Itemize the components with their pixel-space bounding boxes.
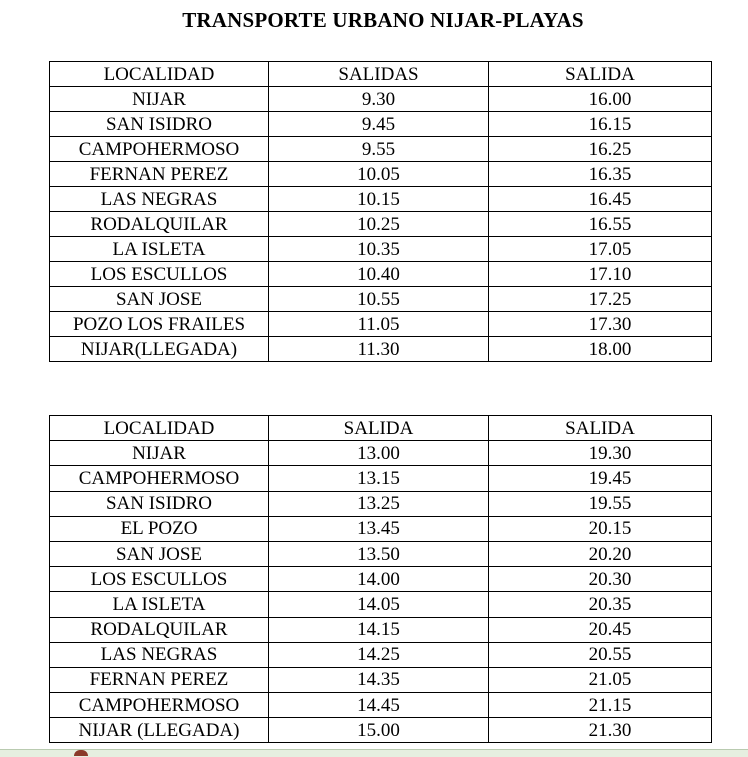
table-row [50,187,712,212]
cell-time-2: 21.05 [489,667,712,692]
cell-time-2: 16.15 [489,112,712,137]
cell-localidad: CAMPOHERMOSO [50,137,269,162]
table-row [50,693,712,718]
cell-time-1: 13.15 [269,466,489,491]
cell-localidad: NIJAR [50,441,269,466]
cell-localidad: FERNAN PEREZ [50,667,269,692]
cell-time-1: 13.25 [269,491,489,516]
cell-time-2: 20.35 [489,592,712,617]
table-header-row [50,416,712,441]
cell-time-1: 13.45 [269,516,489,541]
cell-time-2: 19.30 [489,441,712,466]
cell-time-2: 20.15 [489,516,712,541]
cell-time-1: 13.50 [269,541,489,566]
cell-time-1: 10.55 [269,287,489,312]
table-row [50,287,712,312]
table-row [50,491,712,516]
cell-time-1: 14.00 [269,567,489,592]
column-header-localidad: LOCALIDAD [50,416,269,441]
cell-time-2: 21.15 [489,693,712,718]
cell-time-1: 14.15 [269,617,489,642]
schedule-table-morning-afternoon [49,61,712,362]
table-row [50,337,712,362]
table-row [50,642,712,667]
cell-localidad: FERNAN PEREZ [50,162,269,187]
column-header-salida-1: SALIDA [269,416,489,441]
table-row [50,312,712,337]
table-row [50,262,712,287]
cell-localidad: SAN ISIDRO [50,112,269,137]
cell-time-1: 11.30 [269,337,489,362]
cell-time-1: 15.00 [269,718,489,743]
cell-time-2: 21.30 [489,718,712,743]
cell-localidad: POZO LOS FRAILES [50,312,269,337]
column-header-salida: SALIDA [489,62,712,87]
table-row [50,516,712,541]
table-row [50,441,712,466]
table-row [50,617,712,642]
cell-time-2: 16.55 [489,212,712,237]
cell-time-1: 13.00 [269,441,489,466]
table-row [50,212,712,237]
column-header-localidad: LOCALIDAD [50,62,269,87]
cell-time-1: 10.35 [269,237,489,262]
cell-time-1: 14.25 [269,642,489,667]
table-row [50,592,712,617]
cell-time-1: 14.35 [269,667,489,692]
cell-localidad: LA ISLETA [50,237,269,262]
cell-localidad: NIJAR(LLEGADA) [50,337,269,362]
cell-time-2: 16.35 [489,162,712,187]
cell-time-1: 9.45 [269,112,489,137]
cell-time-2: 16.00 [489,87,712,112]
cell-localidad: CAMPOHERMOSO [50,466,269,491]
cell-time-2: 20.20 [489,541,712,566]
cell-time-1: 9.55 [269,137,489,162]
schedule-table-afternoon-evening [49,415,712,743]
cell-time-1: 11.05 [269,312,489,337]
table-header-row [50,62,712,87]
table-row [50,541,712,566]
cell-time-1: 14.45 [269,693,489,718]
cell-time-2: 16.25 [489,137,712,162]
cell-localidad: EL POZO [50,516,269,541]
table-row [50,466,712,491]
cell-time-1: 10.15 [269,187,489,212]
cell-time-1: 10.40 [269,262,489,287]
cell-localidad: CAMPOHERMOSO [50,693,269,718]
cell-localidad: RODALQUILAR [50,212,269,237]
cell-localidad: LA ISLETA [50,592,269,617]
table-row [50,87,712,112]
cell-time-1: 14.05 [269,592,489,617]
cell-localidad: NIJAR (LLEGADA) [50,718,269,743]
cell-time-2: 20.45 [489,617,712,642]
cell-time-2: 16.45 [489,187,712,212]
column-header-salida-2: SALIDA [489,416,712,441]
cell-time-1: 10.25 [269,212,489,237]
cell-time-2: 17.05 [489,237,712,262]
column-header-salidas: SALIDAS [269,62,489,87]
cell-localidad: LOS ESCULLOS [50,567,269,592]
table-row [50,112,712,137]
cell-time-2: 20.30 [489,567,712,592]
cell-time-2: 17.10 [489,262,712,287]
page-title: TRANSPORTE URBANO NIJAR-PLAYAS [182,8,584,32]
cell-time-2: 17.25 [489,287,712,312]
cell-localidad: LOS ESCULLOS [50,262,269,287]
cell-time-2: 18.00 [489,337,712,362]
cell-localidad: RODALQUILAR [50,617,269,642]
cell-time-2: 19.55 [489,491,712,516]
cell-localidad: LAS NEGRAS [50,642,269,667]
cell-localidad: NIJAR [50,87,269,112]
cell-time-2: 17.30 [489,312,712,337]
cell-time-2: 20.55 [489,642,712,667]
table-row [50,718,712,743]
table-row [50,137,712,162]
table-row [50,237,712,262]
cell-time-2: 19.45 [489,466,712,491]
table-row [50,667,712,692]
cell-localidad: SAN JOSE [50,541,269,566]
table-row [50,567,712,592]
cell-time-1: 9.30 [269,87,489,112]
cell-localidad: LAS NEGRAS [50,187,269,212]
cell-localidad: SAN JOSE [50,287,269,312]
corner-logo-fragment [74,750,88,756]
table-row [50,162,712,187]
cell-time-1: 10.05 [269,162,489,187]
cell-localidad: SAN ISIDRO [50,491,269,516]
